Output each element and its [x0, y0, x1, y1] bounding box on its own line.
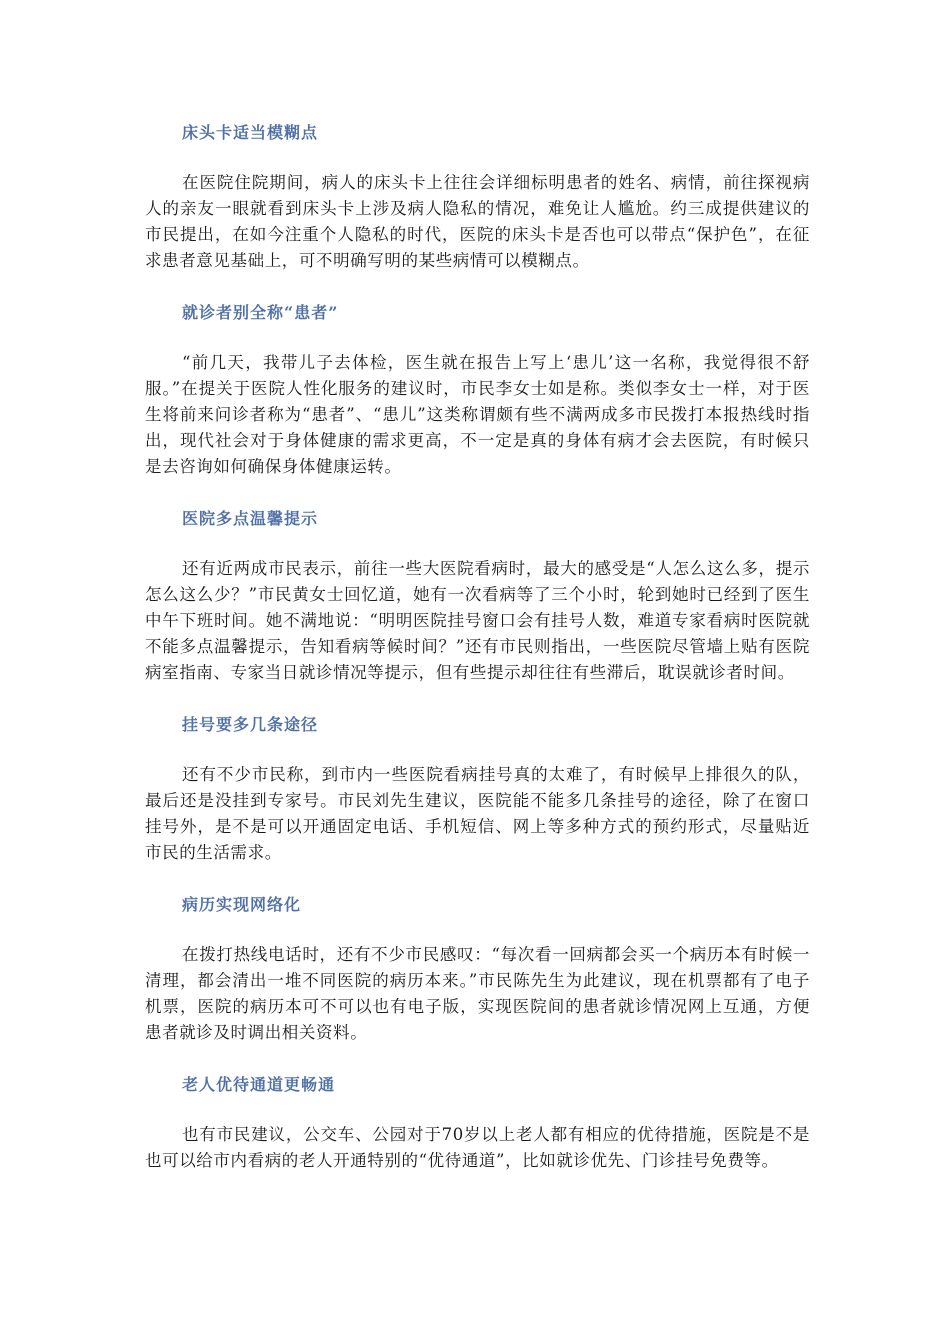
section-paragraph-warm-tips: 还有近两成市民表示，前往一些大医院看病时，最大的感受是“人怎么这么多，提示怎么这么少？”市民黄女士回忆道，她有一次看病等了三个小时，轮到她时已经到了医生中午下班时间。她不满地说：“明明医院挂号窗口会有挂号人数，难道专家看病时医院就不能多点温馨提示，告知看病等候时间？”还有市民则指出，一些医院尽管墙上贴有医院病室指南、专家当日就诊情况等提示，但有些提示却往往有些滞后，耽误就诊者时间。 — [145, 559, 810, 682]
section-heading-warm-tips: 医院多点温馨提示 — [182, 509, 319, 528]
section-heading-medical-records: 病历实现网络化 — [182, 895, 302, 914]
section-heading-elderly-channel: 老人优待通道更畅通 — [182, 1075, 336, 1094]
section-heading-registration: 挂号要多几条途径 — [182, 715, 319, 734]
section-paragraph-medical-records: 在拨打热线电话时，还有不少市民感叹：“每次看一回病都会买一个病历本有时候一清理，都会清出一堆不同医院的病历本来。”市民陈先生为此建议，现在机票都有了电子机票，医院的病历本可不可以也有电子版，实现医院间的患者就诊情况网上互通，方便患者就诊及时调出相关资料。 — [145, 945, 810, 1042]
section-paragraph-bedside-card: 在医院住院期间，病人的床头卡上往往会详细标明患者的姓名、病情，前往探视病人的亲友一眼就看到床头卡上涉及病人隐私的情况，难免让人尴尬。约三成提供建议的市民提出，在如今注重个人隐私的时代，医院的床头卡是否也可以带点“保护色”，在征求患者意见基础上，可不明确写明的某些病情可以模糊点。 — [145, 173, 810, 270]
section-heading-bedside-card: 床头卡适当模糊点 — [182, 123, 319, 142]
section-paragraph-registration: 还有不少市民称，到市内一些医院看病挂号真的太难了，有时候早上排很久的队，最后还是没挂到专家号。市民刘先生建议，医院能不能多几条挂号的途径，除了在窗口挂号外，是不是可以开通固定电话、手机短信、网上等多种方式的预约形式，尽量贴近市民的生活需求。 — [145, 765, 810, 862]
article-body — [145, 120, 810, 1174]
section-paragraph-patient-title: “前几天，我带儿子去体检，医生就在报告上写上‘患儿’这一名称，我觉得很不舒服。”在提关于医院人性化服务的建议时，市民李女士如是称。类似李女士一样，对于医生将前来问诊者称为“患者”、“患儿”这类称谓颇有些不满两成多市民拨打本报热线时指出，现代社会对于身体健康的需求更高，不一定是真的身体有病才会去医院，有时候只是去咨询如何确保身体健康运转。 — [145, 353, 810, 476]
section-paragraph-elderly-channel: 也有市民建议，公交车、公园对于70岁以上老人都有相应的优待措施，医院是不是也可以给市内看病的老人开通特别的“优待通道”，比如就诊优先、门诊挂号免费等。 — [145, 1125, 810, 1170]
section-heading-patient-title: 就诊者别全称“患者” — [182, 303, 339, 322]
